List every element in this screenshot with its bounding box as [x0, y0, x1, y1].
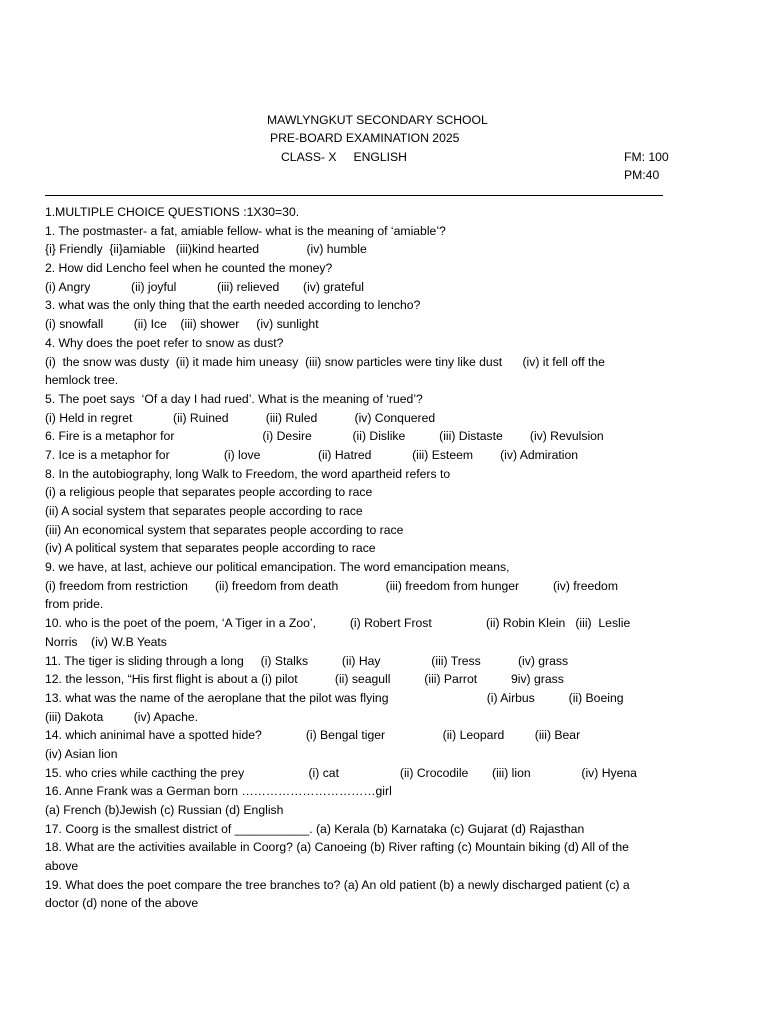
question-line: Norris (iv) W.B Yeats [45, 634, 167, 649]
question-line: (i) snowfall (ii) Ice (iii) shower (iv) sunlight [45, 317, 319, 332]
question-line: (i) freedom from restriction (ii) freedom from death (iii) freedom from hunger (iv) freedom [45, 578, 618, 593]
question-line: (iv) A political system that separates people according to race [45, 541, 376, 556]
question-line: (i) Angry (ii) joyful (iii) relieved (iv) grateful [45, 279, 364, 294]
question-line: doctor (d) none of the above [45, 896, 199, 911]
question-line: 3. what was the only thing that the earth needed according to lencho? [45, 298, 421, 313]
question-line: 10. who is the poet of the poem, ‘A Tiger in a Zoo’, (i) Robert Frost (ii) Robin Klein (iii) Leslie [45, 616, 631, 631]
pass-marks: PM:40 [624, 168, 660, 182]
question-line: 17. Coorg is the smallest district of ___________. (a) Kerala (b) Karnataka (c) Gujarat (d) Rajasthan [45, 821, 585, 836]
question-line: 13. what was the name of the aeroplane that the pilot was flying (i) Airbus (ii) Boeing [45, 690, 624, 705]
question-list [45, 203, 685, 913]
question-line: (i) the snow was dusty (ii) it made him uneasy (iii) snow particles were tiny like dust (iv) it fell off the [45, 354, 605, 369]
exam-title: PRE-BOARD EXAMINATION 2025 [270, 131, 460, 145]
class-subject: CLASS- X ENGLISH [281, 150, 407, 164]
question-line: 5. The poet says ‘Of a day I had rued’. What is the meaning of ‘rued’? [45, 391, 423, 406]
question-line: 16. Anne Frank was a German born ……………………………girl [45, 784, 392, 799]
question-line: (ii) A social system that separates people according to race [45, 504, 363, 518]
header-divider [45, 195, 663, 196]
question-line: (i) a religious people that separates people according to race [45, 485, 373, 500]
question-line: 1. The postmaster- a fat, amiable fellow- what is the meaning of ‘amiable’? [45, 223, 446, 238]
question-line: (iv) Asian lion [45, 746, 118, 761]
question-line: from pride. [45, 597, 104, 612]
question-line: {i} Friendly {ii}amiable (iii)kind hearted (iv) humble [45, 242, 367, 257]
question-line: (i) Held in regret (ii) Ruined (iii) Ruled (iv) Conquered [45, 410, 436, 425]
question-line: 15. who cries while cacthing the prey (i) cat (ii) Crocodile (iii) lion (iv) Hyena [45, 765, 637, 780]
question-line: 14. which aninimal have a spotted hide? (i) Bengal tiger (ii) Leopard (iii) Bear [45, 728, 581, 743]
question-line: 8. In the autobiography, long Walk to Freedom, the word apartheid refers to [45, 466, 451, 481]
question-line: 18. What are the activities available in Coorg? (a) Canoeing (b) River rafting (c) Mountain biking (d) All of the [45, 840, 629, 855]
question-line: 4. Why does the poet refer to snow as dust? [45, 335, 284, 350]
question-line: (iii) An economical system that separates people according to race [45, 522, 404, 537]
question-line: 2. How did Lencho feel when he counted the money? [45, 261, 333, 276]
question-line: 12. the lesson, “His first flight is about a (i) pilot (ii) seagull (iii) Parrot 9iv) grass [45, 672, 564, 687]
question-line: 7. Ice is a metaphor for (i) love (ii) Hatred (iii) Esteem (iv) Admiration [45, 447, 579, 462]
question-line: (iii) Dakota (iv) Apache. [45, 709, 199, 724]
question-line: 19. What does the poet compare the tree branches to? (a) An old patient (b) a newly discharged patient (c) a [45, 877, 630, 892]
question-line: hemlock tree. [45, 373, 119, 388]
question-line: 1.MULTIPLE CHOICE QUESTIONS :1X30=30. [45, 205, 300, 219]
question-line: above [45, 859, 79, 874]
question-line: 6. Fire is a metaphor for (i) Desire (ii) Dislike (iii) Distaste (iv) Revulsion [45, 429, 604, 444]
question-line: 9. we have, at last, achieve our political emancipation. The word emancipation means, [45, 560, 510, 575]
school-name: MAWLYNGKUT SECONDARY SCHOOL [267, 113, 488, 127]
question-line: (a) French (b)Jewish (c) Russian (d) English [45, 803, 284, 817]
question-line: 11. The tiger is sliding through a long (i) Stalks (ii) Hay (iii) Tress (iv) grass [45, 653, 569, 668]
full-marks: FM: 100 [624, 150, 669, 164]
